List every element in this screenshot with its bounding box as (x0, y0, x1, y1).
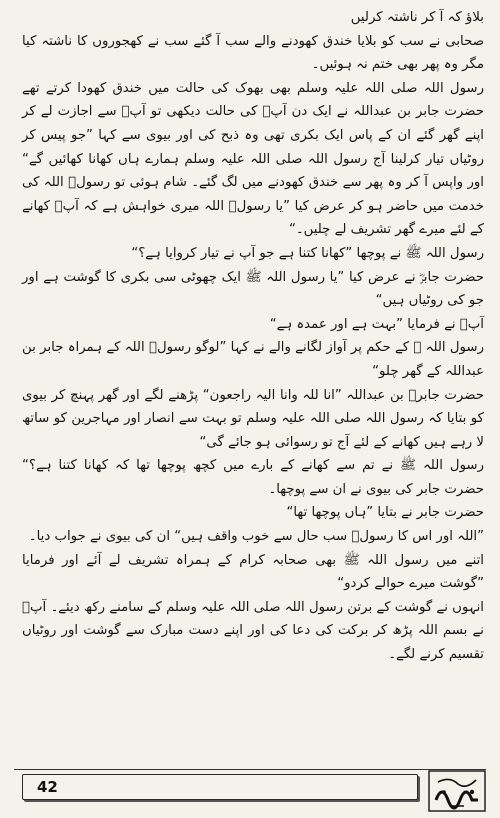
paragraph-12: اتنے میں رسول اللہ ﷺ بھی صحابہ کرام کے ہمراہ تشریف لے آئے اور فرمایا ”گوشت میرے حوالے کردو“ (22, 552, 484, 592)
page-number: 42 (37, 778, 58, 796)
paragraph-9: رسول اللہ ﷺ نے تم سے کھانے کے بارے میں کچھ پوچھا تھا کہ کھانا کتنا ہے؟“ حضرت جابر کی بیوی نے ان سے پوچھا۔ (22, 458, 484, 497)
paragraph-5: حضرت جابرؓ نے عرض کیا ”یا رسول اللہ ﷺ ایک چھوٹی سی بکری کا گوشت ہے اور جو کی روٹیاں ہیں“ (22, 269, 484, 309)
paragraph-1: بلاؤ کہ آ کر ناشتہ کرلیں (350, 10, 484, 25)
paragraph-8: حضرت جابرؓ بن عبداللہ ”انا للہ وانا الیہ راجعون“ پڑھنے لگے اور گھر پہنچ کر بیوی کو بتایا کہ رسول اللہ صلی اللہ علیہ وسلم تو بہت سے انصار اور مہاجرین کو ساتھ لا رہے ہیں کھانے کے لئے آج تو رسوائی ہو جائے گی“ (22, 387, 484, 450)
paragraph-2: صحابی نے سب کو بلایا خندق کھودنے والے سب آ گئے سب نے کھجوروں کا ناشتہ کیا مگر وہ پھر بھی ختم نہ ہوئیں۔ (22, 33, 484, 73)
paragraph-4: رسول اللہ ﷺ نے پوچھا ”کھانا کتنا ہے جو آپ نے تیار کروایا ہے؟“ (131, 245, 484, 261)
body-text (22, 6, 484, 667)
paragraph-11: ”اللہ اور اس کا رسولؐ سب حال سے خوب واقف ہیں“ ان کی بیوی نے جواب دیا۔ (28, 529, 484, 545)
paragraph-7: رسول اللہ ﷺ کے حکم پر آواز لگانے والے نے کہا ”لوگو رسولؐ اللہ کے ہمراہ جابر بن عبداللہ کے گھر چلو“ (22, 340, 484, 379)
paragraph-6: آپؐ نے فرمایا ”بہت ہے اور عمدہ ہے“ (269, 316, 484, 332)
page-number-box (22, 774, 418, 800)
paragraph-13: انہوں نے گوشت کے برتن رسول اللہ صلی اللہ علیہ وسلم کے سامنے رکھ دیئے۔ آپؐ نے بسم اللہ پڑھ کر برکت کی دعا کی اور اپنے دست مبارک سے گوشت اور روٹیاں تقسیم کرنے لگے۔ (22, 599, 484, 663)
paragraph-3: رسول اللہ صلی اللہ علیہ وسلم بھی بھوک کی حالت میں خندق کھودا کرتے تھے حضرت جابر بن عبداللہ نے ایک دن آپؐ کی حالت دیکھی تو آپؐ سے اجازت لے کر اپنے گھر گئے ان کے پاس ایک بکری تھی وہ ذبح کی اور بیوی سے کہا ”جو پیس کر روٹیاں تیار کرلینا آج رسول اللہ صلی اللہ علیہ وسلم ہمارے ہاں کھانا کھائیں گے“ اور واپس آ کر وہ پھر سے خندق کھودنے میں لگ گئے۔ شام ہوئی تو رسولؐ اللہ کی خدمت میں حاضر ہو کر عرض کیا ”یا رسولؐ اللہ میری خواہش ہے کہ آپؐ کھانے کے لئے میرے گھر تشریف لے چلیں۔“ (22, 80, 484, 238)
publisher-logo-icon (428, 770, 486, 812)
footer-divider (14, 769, 486, 770)
paragraph-10: حضرت جابر نے بتایا ”ہاں پوچھا تھا“ (286, 505, 484, 521)
